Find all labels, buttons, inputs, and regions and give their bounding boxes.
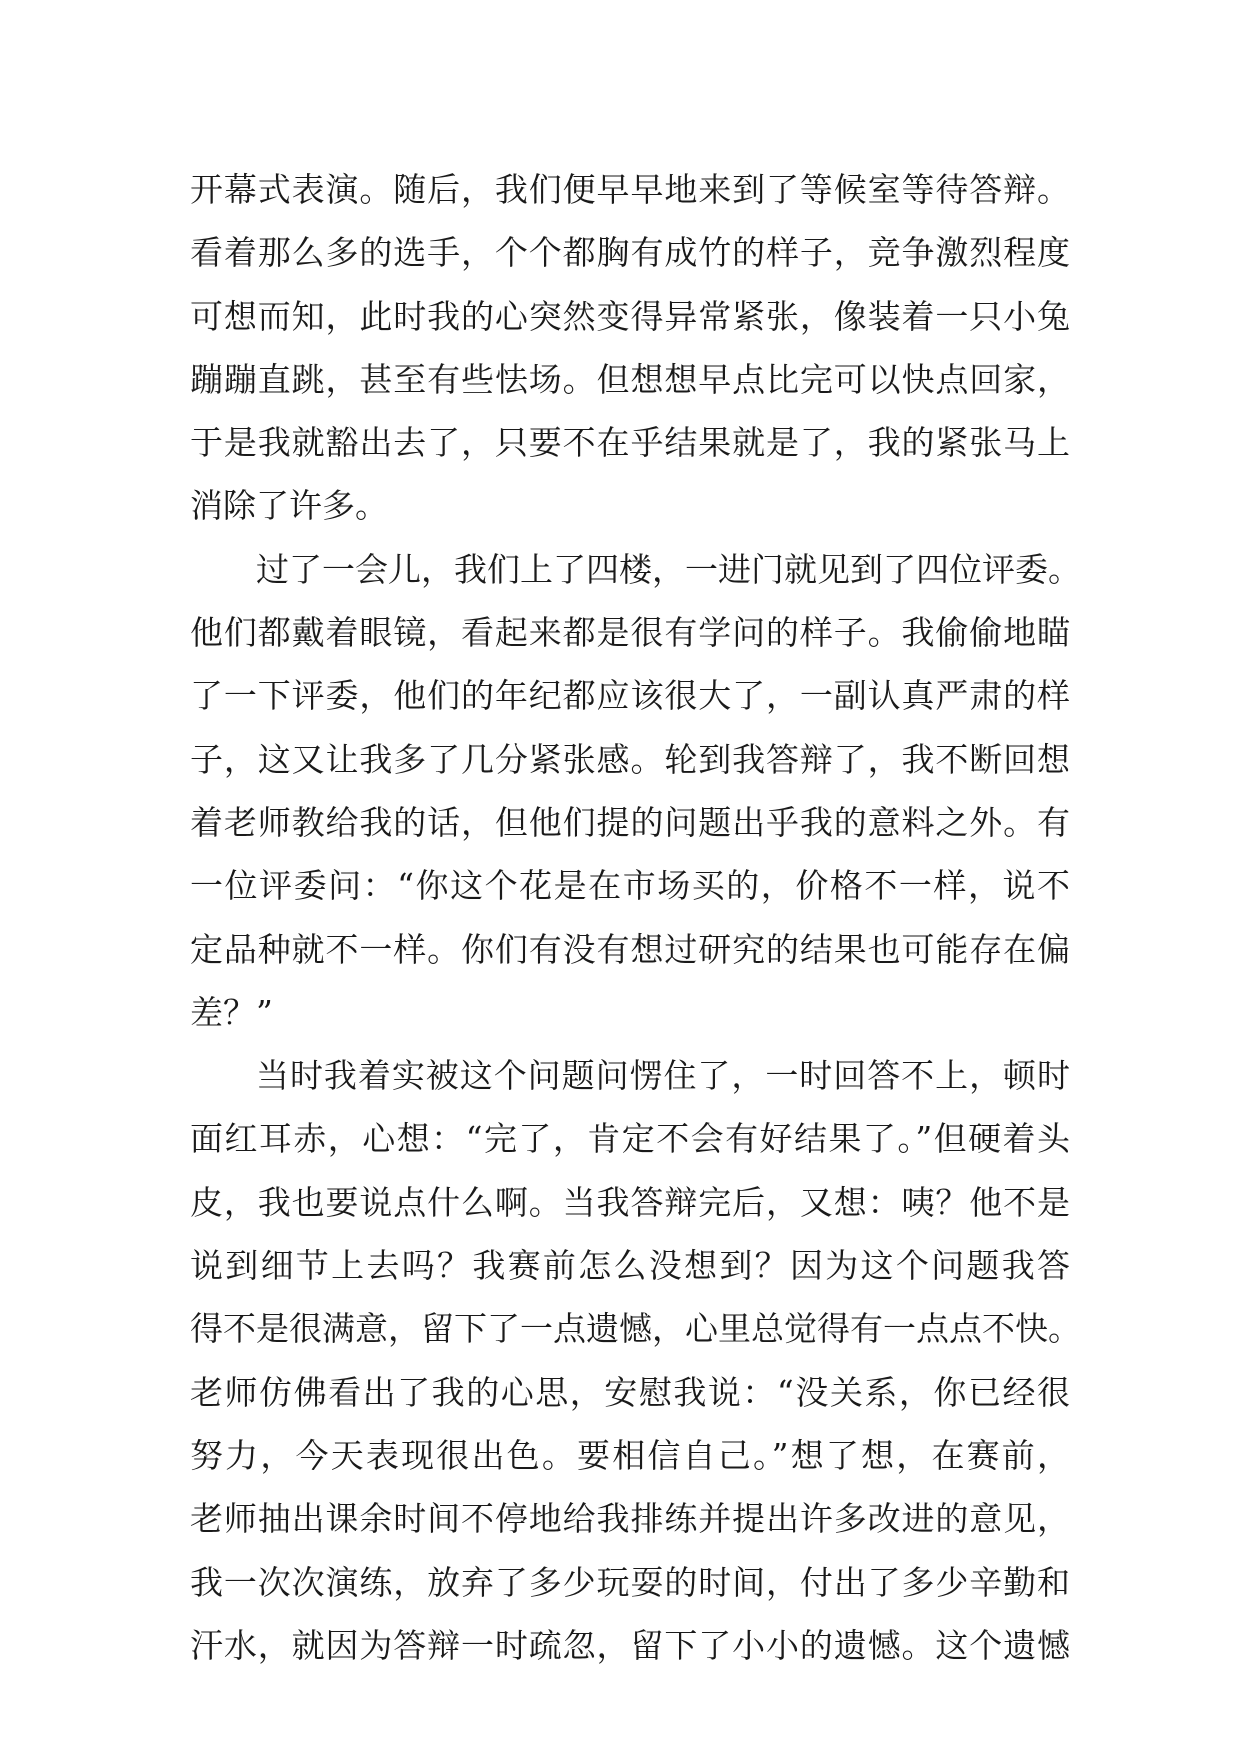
text-line: 面红耳赤，心想：“完了，肯定不会有好结果了。”但硬着头: [190, 1119, 1070, 1159]
text-line: 得不是很满意，留下了一点遗憾，心里总觉得有一点点不快。: [190, 1309, 1081, 1349]
text-line: 说到细节上去吗？我赛前怎么没想到？因为这个问题我答: [190, 1246, 1070, 1286]
text-line: 差？”: [190, 992, 273, 1032]
text-line: 消除了许多。: [190, 486, 388, 526]
text-line: 子，这又让我多了几分紧张感。轮到我答辩了，我不断回想: [190, 739, 1070, 779]
text-line: 老师抽出课余时间不停地给我排练并提出许多改进的意见，: [190, 1499, 1070, 1539]
text-line: 蹦蹦直跳，甚至有些怯场。但想想早点比完可以快点回家，: [190, 359, 1070, 399]
text-line: 一位评委问：“你这个花是在市场买的，价格不一样，说不: [190, 866, 1070, 906]
text-line: 皮，我也要说点什么啊。当我答辩完后，又想：咦？他不是: [190, 1182, 1070, 1222]
text-line: 老师仿佛看出了我的心思，安慰我说：“没关系，你已经很: [190, 1372, 1070, 1412]
text-line: 看着那么多的选手，个个都胸有成竹的样子，竞争激烈程度: [190, 233, 1070, 273]
text-line: 努力，今天表现很出色。要相信自己。”想了想，在赛前，: [190, 1435, 1070, 1475]
text-line: 了一下评委，他们的年纪都应该很大了，一副认真严肃的样: [190, 676, 1070, 716]
text-line: 过了一会儿，我们上了四楼，一进门就见到了四位评委。: [256, 549, 1081, 589]
text-line: 他们都戴着眼镜，看起来都是很有学问的样子。我偷偷地瞄: [190, 613, 1070, 653]
text-line: 汗水，就因为答辩一时疏忽，留下了小小的遗憾。这个遗憾: [190, 1625, 1070, 1665]
text-line: 着老师教给我的话，但他们提的问题出乎我的意料之外。有: [190, 802, 1070, 842]
text-line: 于是我就豁出去了，只要不在乎结果就是了，我的紧张马上: [190, 423, 1070, 463]
text-line: 当时我着实被这个问题问愣住了，一时回答不上，顿时: [256, 1056, 1070, 1096]
text-line: 定品种就不一样。你们有没有想过研究的结果也可能存在偏: [190, 929, 1070, 969]
body-text: [190, 158, 1081, 1677]
text-line: 可想而知，此时我的心突然变得异常紧张，像装着一只小兔: [190, 296, 1070, 336]
text-line: 我一次次演练，放弃了多少玩耍的时间，付出了多少辛勤和: [190, 1562, 1070, 1602]
text-line: 开幕式表演。随后，我们便早早地来到了等候室等待答辩。: [190, 170, 1070, 209]
